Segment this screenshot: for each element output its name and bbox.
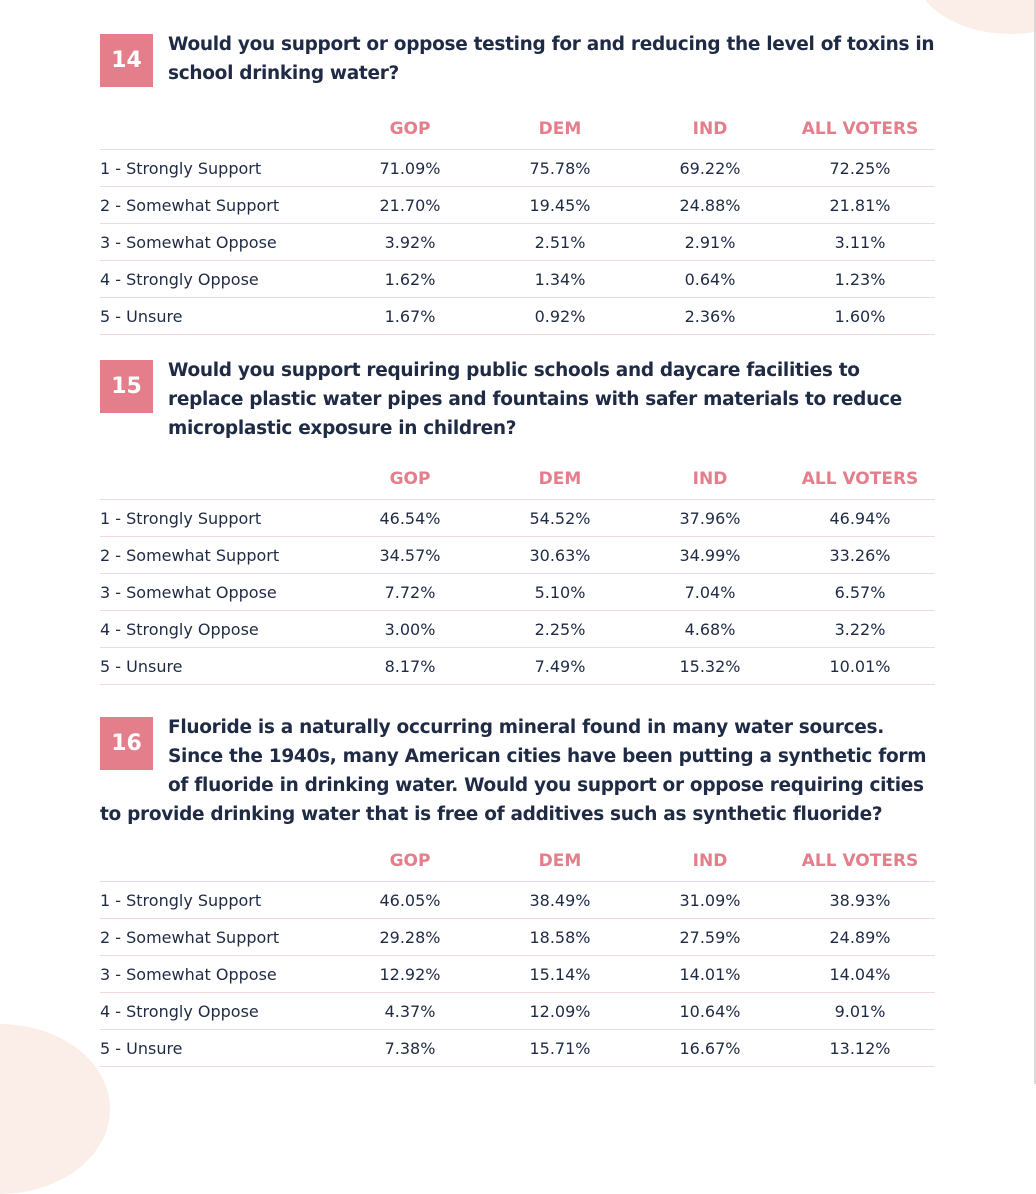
column-header-all-voters: ALL VOTERS [785,841,935,882]
cell-ind: 34.99% [635,537,785,574]
cell-dem: 54.52% [485,500,635,537]
cell-all-voters: 9.01% [785,993,935,1030]
cell-all-voters: 1.23% [785,261,935,298]
table-row [100,500,935,537]
row-label: 4 - Strongly Oppose [100,993,335,1030]
table-row [100,956,935,993]
cell-all-voters: 1.60% [785,298,935,335]
cell-ind: 24.88% [635,187,785,224]
question-number-badge: 15 [100,360,153,413]
question-14-section [100,30,935,335]
cell-dem: 12.09% [485,993,635,1030]
table-row [100,648,935,685]
cell-ind: 0.64% [635,261,785,298]
cell-dem: 7.49% [485,648,635,685]
column-header-dem: DEM [485,109,635,150]
table-row [100,611,935,648]
table-row [100,882,935,919]
cell-ind: 7.04% [635,574,785,611]
cell-all-voters: 3.22% [785,611,935,648]
row-label: 1 - Strongly Support [100,500,335,537]
question-number-badge: 16 [100,717,153,770]
cell-all-voters: 72.25% [785,150,935,187]
table-row [100,574,935,611]
table-row [100,187,935,224]
question-16-section [100,713,935,1067]
column-header-dem: DEM [485,459,635,500]
cell-all-voters: 33.26% [785,537,935,574]
cell-dem: 2.51% [485,224,635,261]
cell-all-voters: 46.94% [785,500,935,537]
cell-gop: 4.37% [335,993,485,1030]
cell-all-voters: 24.89% [785,919,935,956]
table-header-row [100,109,935,150]
header-label-blank [100,841,335,882]
cell-gop: 1.62% [335,261,485,298]
table-row [100,298,935,335]
cell-ind: 14.01% [635,956,785,993]
cell-gop: 7.38% [335,1030,485,1067]
column-header-ind: IND [635,841,785,882]
cell-dem: 30.63% [485,537,635,574]
row-label: 2 - Somewhat Support [100,187,335,224]
row-label: 3 - Somewhat Oppose [100,956,335,993]
table-row [100,150,935,187]
cell-dem: 18.58% [485,919,635,956]
header-label-blank [100,459,335,500]
cell-dem: 19.45% [485,187,635,224]
cell-gop: 29.28% [335,919,485,956]
question-text: Would you support or oppose testing for and reducing the level of toxins in school drinking water? [168,34,935,84]
row-label: 4 - Strongly Oppose [100,261,335,298]
cell-all-voters: 10.01% [785,648,935,685]
cell-all-voters: 21.81% [785,187,935,224]
table-row [100,261,935,298]
cell-gop: 21.70% [335,187,485,224]
cell-gop: 34.57% [335,537,485,574]
cell-all-voters: 13.12% [785,1030,935,1067]
column-header-gop: GOP [335,459,485,500]
cell-dem: 15.71% [485,1030,635,1067]
cell-ind: 16.67% [635,1030,785,1067]
table-row [100,537,935,574]
question-15-section [100,356,935,685]
cell-ind: 31.09% [635,882,785,919]
decorative-blob-bottom [0,1024,110,1194]
row-label: 5 - Unsure [100,298,335,335]
question-number-badge: 14 [100,34,153,87]
cell-gop: 46.05% [335,882,485,919]
cell-all-voters: 6.57% [785,574,935,611]
cell-gop: 3.92% [335,224,485,261]
cell-ind: 15.32% [635,648,785,685]
header-label-blank [100,109,335,150]
row-label: 2 - Somewhat Support [100,537,335,574]
cell-all-voters: 14.04% [785,956,935,993]
cell-gop: 46.54% [335,500,485,537]
column-header-ind: IND [635,459,785,500]
cell-gop: 71.09% [335,150,485,187]
table-header-row [100,459,935,500]
column-header-all-voters: ALL VOTERS [785,459,935,500]
cell-all-voters: 3.11% [785,224,935,261]
cell-dem: 15.14% [485,956,635,993]
cell-all-voters: 38.93% [785,882,935,919]
cell-dem: 1.34% [485,261,635,298]
column-header-ind: IND [635,109,785,150]
row-label: 4 - Strongly Oppose [100,611,335,648]
column-header-all-voters: ALL VOTERS [785,109,935,150]
cell-ind: 27.59% [635,919,785,956]
decorative-blob-top [916,0,1036,34]
results-table [100,841,935,1067]
row-label: 3 - Somewhat Oppose [100,224,335,261]
column-header-gop: GOP [335,841,485,882]
question-header [100,713,935,829]
row-label: 3 - Somewhat Oppose [100,574,335,611]
cell-gop: 7.72% [335,574,485,611]
row-label: 2 - Somewhat Support [100,919,335,956]
row-label: 5 - Unsure [100,1030,335,1067]
cell-gop: 1.67% [335,298,485,335]
row-label: 1 - Strongly Support [100,882,335,919]
results-table [100,459,935,685]
table-row [100,993,935,1030]
question-header [100,30,935,89]
cell-ind: 2.91% [635,224,785,261]
question-header [100,356,935,443]
cell-dem: 5.10% [485,574,635,611]
cell-gop: 8.17% [335,648,485,685]
row-label: 5 - Unsure [100,648,335,685]
table-row [100,224,935,261]
cell-dem: 2.25% [485,611,635,648]
question-text: Fluoride is a naturally occurring mineral found in many water sources. Since the 1940s, many American cities have been putting a synthetic form of fluoride in drinking water. Would you support or oppose requiring cities to provide drinking water that is free of additives such as synthetic fluoride? [100,717,927,825]
cell-ind: 2.36% [635,298,785,335]
question-text: Would you support requiring public schools and daycare facilities to replace plastic water pipes and fountains with safer materials to reduce microplastic exposure in children? [168,360,902,439]
table-header-row [100,841,935,882]
cell-dem: 38.49% [485,882,635,919]
column-header-gop: GOP [335,109,485,150]
table-row [100,919,935,956]
table-row [100,1030,935,1067]
column-header-dem: DEM [485,841,635,882]
cell-gop: 3.00% [335,611,485,648]
row-label: 1 - Strongly Support [100,150,335,187]
cell-gop: 12.92% [335,956,485,993]
cell-ind: 37.96% [635,500,785,537]
results-table [100,109,935,335]
cell-ind: 69.22% [635,150,785,187]
cell-ind: 4.68% [635,611,785,648]
cell-ind: 10.64% [635,993,785,1030]
cell-dem: 0.92% [485,298,635,335]
cell-dem: 75.78% [485,150,635,187]
